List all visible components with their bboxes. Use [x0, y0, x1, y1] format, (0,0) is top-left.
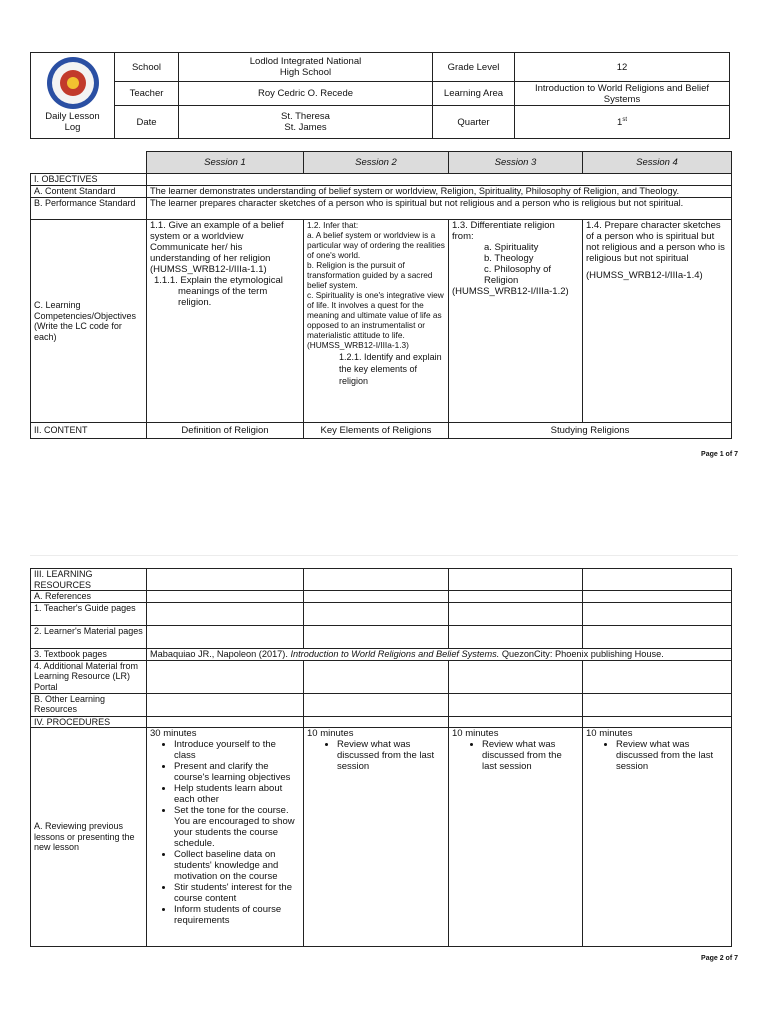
reviewing-lesson-label: A. Reviewing previous lessons or presenting the new lesson	[31, 728, 147, 947]
grade-value: 12	[515, 53, 730, 82]
procedure-1-time: 30 minutes	[150, 728, 197, 739]
procedures-cell	[304, 716, 449, 728]
list-item: • Review what was discussed from the last session	[616, 739, 728, 772]
other-resources-cell	[304, 693, 449, 716]
content-label: II. CONTENT	[31, 423, 147, 439]
learners-material-cell	[147, 625, 304, 648]
other-resources-cell	[583, 693, 732, 716]
school-label: School	[115, 53, 179, 82]
page-number-2: Page 2 of 7	[701, 955, 738, 962]
date-label: Date	[115, 106, 179, 139]
competency-1-3-c: c. Philosophy of Religion	[484, 264, 552, 286]
competency-session-2	[304, 220, 449, 423]
learners-material-cell	[449, 625, 583, 648]
competency-1-2-code: (HUMSS_WRB12-I/IIIa-1.3)	[307, 340, 409, 350]
competency-1-2-a: a. A belief system or worldview is a particular way of ordering the realities of one's world.	[307, 230, 445, 260]
blank-corner	[31, 152, 147, 174]
procedure-4-time: 10 minutes	[586, 728, 633, 739]
grade-label: Grade Level	[433, 53, 515, 82]
procedure-session-1	[147, 728, 304, 947]
resources-title: III. LEARNING RESOURCES	[31, 569, 147, 591]
competency-1-4-code: (HUMSS_WRB12-I/IIIa-1.4)	[586, 270, 703, 281]
list-item: • Review what was discussed from the last session	[337, 739, 445, 772]
teachers-guide-cell	[583, 602, 732, 625]
competency-1-4: 1.4. Prepare character sketches of a person who is spiritual but not religious and a person who is religious but not spiritual	[586, 220, 725, 264]
page-number-1: Page 1 of 7	[701, 451, 738, 458]
additional-material-label: 4. Additional Material from Learning Resource (LR) Portal	[31, 660, 147, 693]
competency-session-4	[583, 220, 732, 423]
competency-1-2-c: c. Spirituality is one's integrative view of life. It involves a quest for the meaning and ultimate value of life as opposed to an instrumentalist or materialistic attitude to life.	[307, 290, 444, 340]
competency-1-3: 1.3. Differentiate religion from:	[452, 220, 555, 242]
content-session-1: Definition of Religion	[147, 423, 304, 439]
teachers-guide-cell	[304, 602, 449, 625]
list-item: • Inform students of course requirements	[174, 904, 300, 926]
objectives-title: I. OBJECTIVES	[31, 174, 147, 186]
other-resources-cell	[449, 693, 583, 716]
school-value-line2: High School	[279, 67, 332, 78]
learners-material-label: 2. Learner's Material pages	[31, 625, 147, 648]
procedure-3-list	[452, 739, 579, 772]
competency-session-3	[449, 220, 583, 423]
list-item: • Help students learn about each other	[174, 783, 300, 805]
procedures-cell	[449, 716, 583, 728]
content-standard-text: The learner demonstrates understanding of belief system or worldview, Religion, Spirituality, Philosophy of Religion, and Theology.	[147, 186, 732, 198]
quarter-value	[515, 106, 730, 139]
competency-1-2-b: b. Religion is the pursuit of transformation guided by a sacred belief system.	[307, 260, 433, 290]
procedure-1-list	[150, 739, 300, 926]
teachers-guide-label: 1. Teacher's Guide pages	[31, 602, 147, 625]
competency-1-2: 1.2. Infer that:	[307, 220, 359, 230]
references-cell	[583, 591, 732, 603]
textbook-title: Introduction to World Religions and Belief Systems.	[290, 648, 500, 659]
log-title: Daily Lesson Log	[45, 111, 100, 133]
competency-1-3-b: b. Theology	[484, 253, 534, 264]
other-resources-label: B. Other Learning Resources	[31, 693, 147, 716]
textbook-label: 3. Textbook pages	[31, 648, 147, 660]
additional-material-cell	[449, 660, 583, 693]
school-value	[179, 53, 433, 82]
learning-area-value: Introduction to World Religions and Belief Systems	[515, 82, 730, 106]
competency-1-1-1: 1.1.1. Explain the etymological	[154, 275, 283, 286]
other-resources-cell	[147, 693, 304, 716]
competency-1-3-a: a. Spirituality	[484, 242, 539, 253]
resources-cell	[449, 569, 583, 591]
competency-1-1-1-cont: meanings of the term religion.	[178, 286, 268, 308]
procedure-session-4	[583, 728, 732, 947]
date-line2: St. James	[284, 122, 327, 133]
additional-material-cell	[583, 660, 732, 693]
competency-1-1: 1.1. Give an example of a belief system or a worldview Communicate her/ his understanding of her religion (HUMSS_WRB12-I/IIIa-1.1)	[150, 220, 284, 275]
list-item: • Introduce yourself to the class	[174, 739, 300, 761]
objectives-blank	[147, 174, 732, 186]
list-item: • Collect baseline data on students' knowledge and motivation on the course	[174, 849, 300, 882]
procedure-session-2	[304, 728, 449, 947]
quarter-number: 1	[617, 117, 623, 129]
content-session-3-4: Studying Religions	[449, 423, 732, 439]
list-item: • Review what was discussed from the last session	[482, 739, 579, 772]
session-header-3: Session 3	[449, 152, 583, 174]
teacher-value: Roy Cedric O. Recede	[179, 82, 433, 106]
performance-standard-label: B. Performance Standard	[31, 198, 147, 220]
list-item: • Stir students' interest for the course content	[174, 882, 300, 904]
session-header-4: Session 4	[583, 152, 732, 174]
list-item: • Set the tone for the course. You are encouraged to show your students the course schedule.	[174, 805, 300, 849]
additional-material-cell	[147, 660, 304, 693]
teacher-label: Teacher	[115, 82, 179, 106]
resources-table	[30, 568, 732, 947]
procedure-3-time: 10 minutes	[452, 728, 499, 739]
deped-seal-icon	[47, 57, 99, 109]
session-header-2: Session 2	[304, 152, 449, 174]
teachers-guide-cell	[449, 602, 583, 625]
references-cell	[304, 591, 449, 603]
additional-material-cell	[304, 660, 449, 693]
resources-cell	[147, 569, 304, 591]
learners-material-cell	[304, 625, 449, 648]
page-2	[0, 555, 768, 1024]
header-table	[30, 52, 730, 139]
quarter-label: Quarter	[433, 106, 515, 139]
competency-1-2-1: 1.2.1. Identify and explain the key elements of religion	[339, 352, 442, 386]
competency-session-1	[147, 220, 304, 423]
resources-cell	[583, 569, 732, 591]
procedure-4-list	[586, 739, 728, 772]
date-value	[179, 106, 433, 139]
procedure-2-list	[307, 739, 445, 772]
content-standard-label: A. Content Standard	[31, 186, 147, 198]
page-1	[0, 0, 768, 475]
textbook-citation	[147, 648, 732, 660]
session-header-1: Session 1	[147, 152, 304, 174]
textbook-publisher: QuezonCity: Phoenix publishing House.	[499, 648, 664, 659]
teachers-guide-cell	[147, 602, 304, 625]
procedure-2-time: 10 minutes	[307, 728, 354, 739]
logo-cell	[31, 53, 115, 139]
objectives-table	[30, 151, 732, 439]
procedures-cell	[147, 716, 304, 728]
date-line1: St. Theresa	[281, 111, 330, 122]
learning-area-label: Learning Area	[433, 82, 515, 106]
textbook-author: Mabaquiao JR., Napoleon (2017).	[150, 648, 291, 659]
learners-material-cell	[583, 625, 732, 648]
performance-standard-text: The learner prepares character sketches of a person who is spiritual but not religious and a person who is religious but not spiritual.	[147, 198, 732, 220]
references-cell	[449, 591, 583, 603]
procedures-cell	[583, 716, 732, 728]
procedures-title: IV. PROCEDURES	[31, 716, 147, 728]
list-item: • Present and clarify the course's learning objectives	[174, 761, 300, 783]
content-session-2: Key Elements of Religions	[304, 423, 449, 439]
procedure-session-3	[449, 728, 583, 947]
references-label: A. References	[31, 591, 147, 603]
quarter-suffix: st	[622, 117, 627, 124]
references-cell	[147, 591, 304, 603]
competencies-label: C. Learning Competencies/Objectives (Write the LC code for each)	[31, 220, 147, 423]
school-value-line1: Lodlod Integrated National	[249, 56, 362, 67]
competency-1-3-code: (HUMSS_WRB12-I/IIIa-1.2)	[452, 286, 569, 297]
resources-cell	[304, 569, 449, 591]
